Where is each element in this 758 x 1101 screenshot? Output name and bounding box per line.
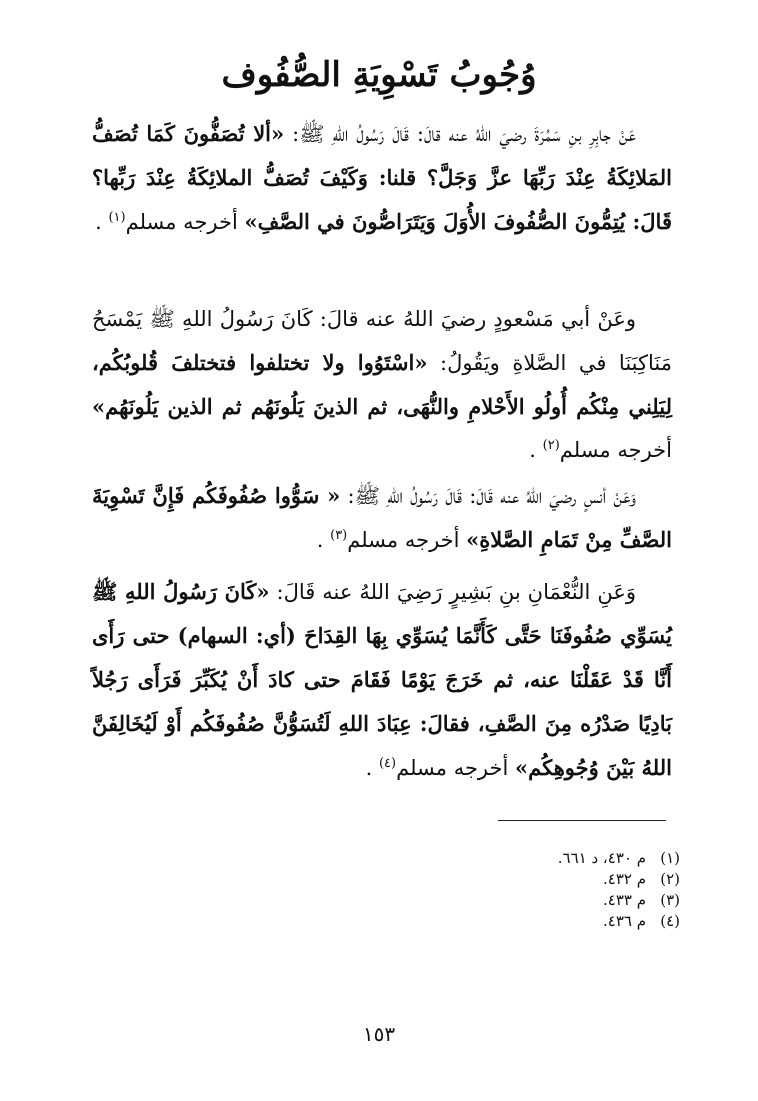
hadith-intro: وَعَنِ النُّعْمَانِ بنِ بَشِيرٍ رَضِيَ اللهُ عنه قَالَ: bbox=[269, 580, 636, 604]
footnote-divider bbox=[498, 820, 666, 821]
footnote-number: (٣) bbox=[660, 891, 680, 909]
hadith-text: «اسْتَوُوا ولا تختلفوا فتختلفَ قُلوبُكُم، لِيَلِني مِنْكُم أُولُو الأَحْلامِ والنُّهَى، ثم الذينَ يَلُونَهُم ثم الذين يَلُونَهُم» bbox=[92, 350, 672, 419]
footnote-reference: (٤) bbox=[378, 756, 397, 771]
footnote-item bbox=[430, 869, 680, 890]
footnote-item bbox=[430, 848, 680, 869]
footnote-item bbox=[430, 911, 680, 932]
hadith-text: «ألا تُصَفُّونَ كَمَا تُصَفُّ المَلائِكَةُ عِنْدَ رَبِّهَا عزَّ وَجَلَّ؟ قلنا: وَكَيْفَ تُصَفُّ الملائِكَةُ عِنْدَ رَبِّها؟ قَالَ: يُتِمُّونَ الصُّفُوفَ الأُوَلَ وَيَتَرَاصُّونَ في الصَّفِ» bbox=[92, 121, 672, 234]
hadith-intro: وَعَنْ أنسٍ رضيَ اللهُ عنه قَالَ: قَالَ رَسُولُ اللهِ ﷺ: bbox=[340, 484, 637, 508]
hadith-text: « سَوُّوا صُفُوفَكُم فَإِنَّ تَسْوِيَةَ الصَّفِّ مِنْ تَمَامِ الصَّلاةِ» bbox=[92, 483, 672, 552]
hadith-paragraph-1: عَنْ جابِرِ بنِ سَمُرَةَ رضيَ اللهُ عنه قالَ: قَالَ رَسُولُ اللهِ ﷺ: «ألا تُصَفُّونَ كَمَا تُصَفُّ المَلائِكَةُ عِنْدَ رَبِّهَا عزَّ وَجَلَّ؟ قلنا: وَكَيْفَ تُصَفُّ الملائِكَةُ عِنْدَ رَبِّها؟ قَالَ: يُتِمُّونَ الصُّفُوفَ الأُوَلَ وَيَتَرَاصُّونَ في الصَّفِ» أخرجه مسلم$^{(١)}$ . bbox=[92, 121, 672, 234]
footnote-number: (٤) bbox=[660, 912, 680, 930]
hadith-paragraph-3: وَعَنْ أنسٍ رضيَ اللهُ عنه قَالَ: قَالَ رَسُولُ اللهِ ﷺ: « سَوُّوا صُفُوفَكُم فَإِنَّ تَسْوِيَةَ الصَّفِّ مِنْ تَمَامِ الصَّلاةِ» أخرجه مسلم$^{(٣)}$ . bbox=[92, 483, 672, 552]
hadith-text: «كَانَ رَسُولُ اللهِ ﷺ يُسَوِّي صُفُوفَنَا حَتَّى كَأَنَّمَا يُسَوِّي بِهَا القِدَاحَ (أي: السهام) حتى رَأَى أَنَّا قَدْ عَقَلْنَا عنه، ثم خَرَجَ يَوْمًا فَقَامَ حتى كادَ أَنْ يُكَبِّرَ فَرَأَى رَجُلاً بَادِيًا صَدْرُه مِنَ الصَّفِ، فقالَ: عِبَادَ اللهِ لَتُسَوُّنَّ صُفُوفَكُم أَوْ لَيُخَالِفَنَّ اللهُ بَيْنَ وُجُوهِكُم» bbox=[92, 579, 672, 780]
page-number: ١٥٣ bbox=[362, 1022, 396, 1046]
page-title: وُجُوبُ تَسْوِيَةِ الصُّفُوف bbox=[221, 55, 537, 95]
footnote-text: م ٤٣٠، د ٦٦١. bbox=[557, 849, 646, 867]
hadith-paragraph-2: وعَنْ أبي مَسْعودٍ رضيَ اللهُ عنه قالَ: كَانَ رَسُولُ اللهِ ﷺ يَمْسَحُ مَنَاكِبَنَا في الصَّلاةِ ويَقُولُ: «اسْتَوُوا ولا تختلفوا فتختلفَ قُلوبُكُم، لِيَلِني مِنْكُم أُولُو الأَحْلامِ والنُّهَى، ثم الذينَ يَلُونَهُم ثم الذين يَلُونَهُم» أخرجه مسلم$^{(٢)}$ . bbox=[92, 307, 672, 462]
footnotes bbox=[430, 848, 680, 932]
hadith-intro: عَنْ جابِرِ بنِ سَمُرَةَ رضيَ اللهُ عنه قالَ: قَالَ رَسُولُ اللهِ ﷺ: bbox=[284, 122, 636, 146]
footnote-number: (١) bbox=[660, 849, 680, 867]
hadith-source: أخرجه مسلم bbox=[396, 756, 516, 780]
footnote-reference: (١) bbox=[108, 210, 126, 225]
hadith-source: أخرجه مسلم bbox=[347, 528, 467, 552]
footnote-text: م ٤٣٣. bbox=[602, 891, 646, 909]
hadith-paragraph-4: وَعَنِ النُّعْمَانِ بنِ بَشِيرٍ رَضِيَ اللهُ عنه قَالَ: «كَانَ رَسُولُ اللهِ ﷺ يُسَوِّي صُفُوفَنَا حَتَّى كَأَنَّمَا يُسَوِّي بِهَا القِدَاحَ (أي: السهام) حتى رَأَى أَنَّا قَدْ عَقَلْنَا عنه، ثم خَرَجَ يَوْمًا فَقَامَ حتى كادَ أَنْ يُكَبِّرَ فَرَأَى رَجُلاً بَادِيًا صَدْرُه مِنَ الصَّفِ، فقالَ: عِبَادَ اللهِ لَتُسَوُّنَّ صُفُوفَكُم أَوْ لَيُخَالِفَنَّ اللهُ بَيْنَ وُجُوهِكُم» أخرجه مسلم$^{(٤)}$ . bbox=[92, 579, 672, 780]
footnote-reference: (٢) bbox=[542, 438, 560, 453]
hadith-source: أخرجه مسلم bbox=[125, 210, 245, 234]
hadith-source: أخرجه مسلم bbox=[559, 438, 672, 462]
footnote-number: (٢) bbox=[660, 870, 680, 888]
footnote-item bbox=[430, 890, 680, 911]
footnote-reference: (٣) bbox=[330, 528, 348, 543]
footnote-text: م ٤٣٢. bbox=[602, 870, 646, 888]
footnote-text: م ٤٣٦. bbox=[602, 912, 646, 930]
hadith-intro: وعَنْ أبي مَسْعودٍ رضيَ اللهُ عنه قالَ: كَانَ رَسُولُ اللهِ ﷺ يَمْسَحُ مَنَاكِبَنَا في الصَّلاةِ ويَقُولُ: bbox=[92, 307, 672, 375]
